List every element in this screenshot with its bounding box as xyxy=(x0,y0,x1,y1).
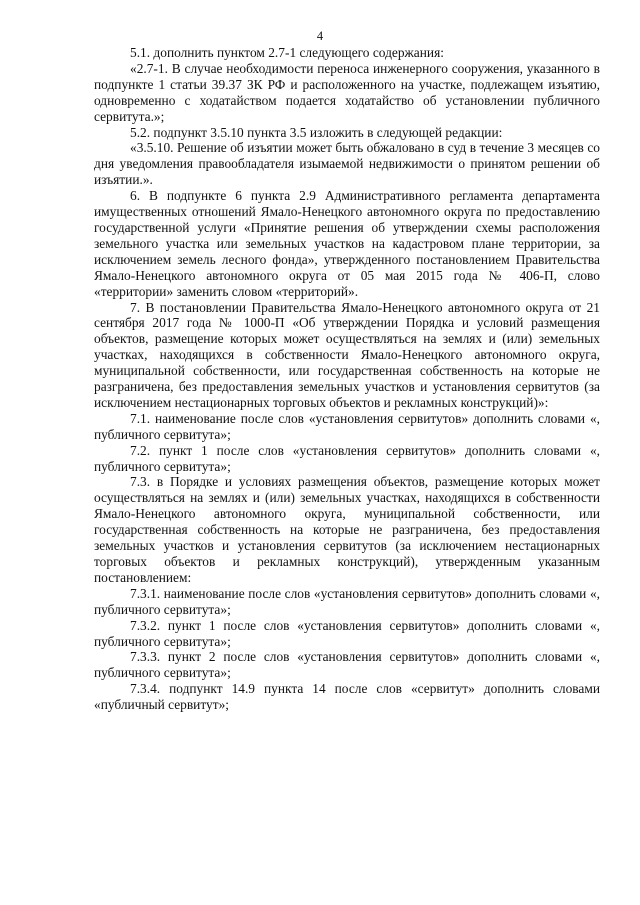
paragraph-6: 6. В подпункте 6 пункта 2.9 Административного регламента департамента имущественных отношений Ямало-Ненецкого автономного округа по предоставлению государственной услуги «Принятие решения об утверждении схемы расположения земельного участка или земельных участков на кадастровом плане территории, за исключением земель лесного фонда», утвержденного постановлением Правительства Ямало-Ненецкого автономного округа от 05 мая 2015 года № 406-П, слово «территории» заменить словом «территорий». xyxy=(94,188,600,299)
paragraph-7-3-1: 7.3.1. наименование после слов «установления сервитутов» дополнить словами «, публичного сервитута»; xyxy=(94,585,600,617)
paragraph-7-2: 7.2. пункт 1 после слов «установления сервитутов» дополнить словами «, публичного сервитута»; xyxy=(94,442,600,474)
paragraph-3-5-10-quote: «3.5.10. Решение об изъятии может быть обжаловано в суд в течение 3 месяцев со дня уведомления правообладателя изымаемой недвижимости о принятом решении об изъятии.». xyxy=(94,140,600,188)
page-number: 4 xyxy=(316,29,324,43)
paragraph-7-3: 7.3. в Порядке и условиях размещения объектов, размещение которых может осуществляться на землях и (или) земельных участках, находящихся в собственности Ямало-Ненецкого автономного округа, муниципальной собственности, или государственная собственность на которые не разграничена, без предоставления земельных участков и установления сервитутов (за исключением нестационарных торговых объектов и рекламных конструкций), утвержденным указанным постановлением: xyxy=(94,474,600,585)
paragraph-2-7-1-quote: «2.7-1. В случае необходимости переноса инженерного сооружения, указанного в подпункте 1 статьи 39.37 ЗК РФ и расположенного на участке, подлежащем изъятию, одновременно с ходатайством подается ходатайство об установлении публичного сервитута.»; xyxy=(94,60,600,124)
paragraph-7-3-3: 7.3.3. пункт 2 после слов «установления сервитутов» дополнить словами «, публичного сервитута»; xyxy=(94,649,600,681)
paragraph-7-3-4: 7.3.4. подпункт 14.9 пункта 14 после слов «сервитут» дополнить словами «публичный сервитут»; xyxy=(94,681,600,713)
paragraph-5-1: 5.1. дополнить пунктом 2.7-1 следующего содержания: xyxy=(130,45,444,60)
paragraph-5-2: 5.2. подпункт 3.5.10 пункта 3.5 изложить в следующей редакции: xyxy=(130,124,503,140)
paragraph-7: 7. В постановлении Правительства Ямало-Ненецкого автономного округа от 21 сентября 2017 года № 1000-П «Об утверждении Порядка и условий размещения объектов, размещение которых может осуществляться на землях и (или) земельных участках, находящихся в собственности Ямало-Ненецкого автономного округа, муниципальной собственности, или государственная собственность на которые не разграничена, без предоставления земельных участков и установления сервитутов (за исключением нестационарных торговых объектов и рекламных конструкций)»: xyxy=(94,299,600,410)
paragraph-7-1: 7.1. наименование после слов «установления сервитутов» дополнить словами «, публичного сервитута»; xyxy=(94,410,600,442)
paragraph-7-3-2: 7.3.2. пункт 1 после слов «установления сервитутов» дополнить словами «, публичного сервитута»; xyxy=(94,617,600,649)
document-body xyxy=(94,45,600,713)
